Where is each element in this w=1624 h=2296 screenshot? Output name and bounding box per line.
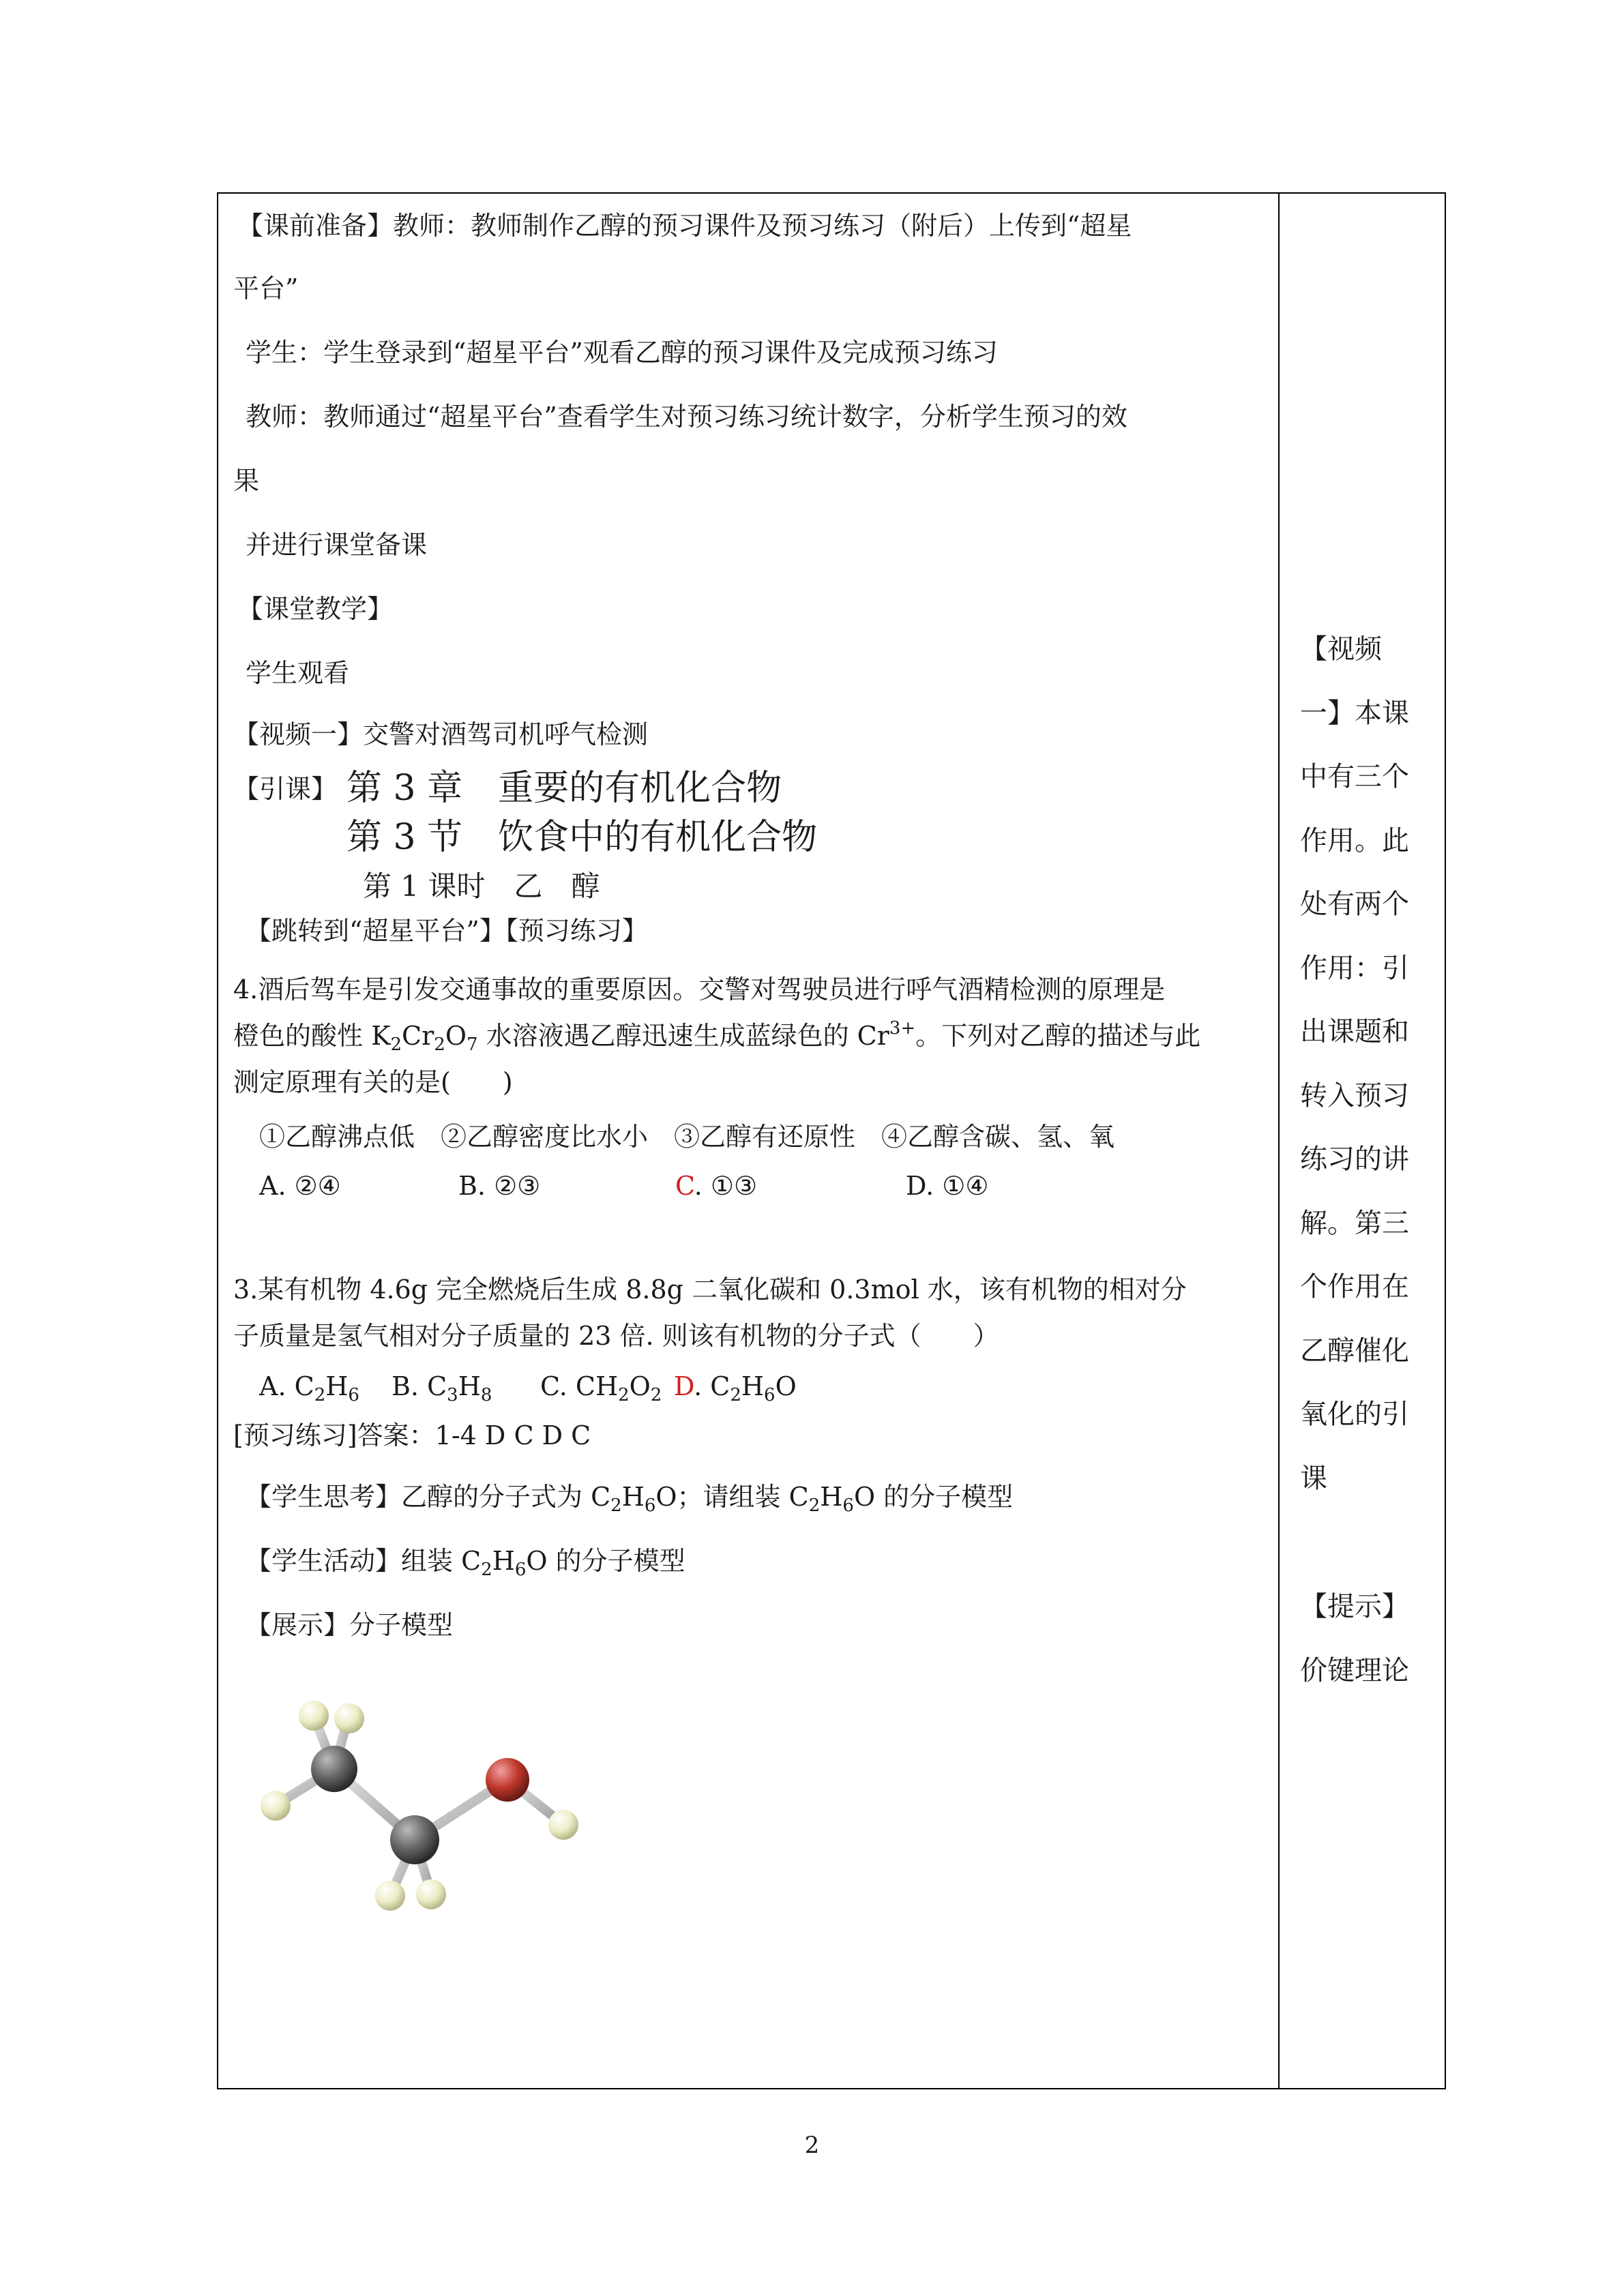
note-line: 练习的讲 bbox=[1300, 1144, 1409, 1175]
question-4-choice-d: D. ①④ bbox=[906, 1171, 989, 1201]
note-line: 作用：引 bbox=[1300, 952, 1409, 984]
notes-column bbox=[1280, 192, 1446, 2089]
note-line: 处有两个 bbox=[1300, 889, 1409, 920]
note-line: 氧化的引 bbox=[1300, 1399, 1409, 1430]
question-3-choice-b: B. $C_3H_8$ bbox=[392, 1371, 492, 1405]
jump-to-platform: 【跳转到“超星平台”】【预习练习】 bbox=[246, 916, 648, 946]
question-4-statements: ①乙醇沸点低 ②乙醇密度比水小 ③乙醇有还原性 ④乙醇含碳、氢、氧 bbox=[259, 1122, 1115, 1152]
note-line: 出课题和 bbox=[1300, 1016, 1409, 1047]
teacher-line-3: 并进行课堂备课 bbox=[246, 530, 428, 560]
question-4-choice-b: B. ②③ bbox=[458, 1171, 541, 1201]
ethanol-molecule-model bbox=[247, 1690, 670, 1963]
page-number: 2 bbox=[804, 2132, 820, 2159]
student-prep-line: 学生：学生登录到“超星平台”观看乙醇的预习课件及完成预习练习 bbox=[246, 338, 998, 368]
intro-tag: 【引课】 bbox=[233, 774, 338, 804]
main-column bbox=[217, 192, 1278, 2089]
note-line: 一】本课 bbox=[1300, 697, 1409, 729]
carbon-atom bbox=[311, 1746, 357, 1792]
question-4-line-3: 测定原理有关的是( ) bbox=[233, 1067, 513, 1097]
question-4-line-2: 橙色的酸性 $K_2Cr_2O_7$ 水溶液遇乙醇迅速生成蓝绿色的 $Cr^{3+}$。下列对乙醇的描述与此 bbox=[233, 1018, 1201, 1055]
hydrogen-atom bbox=[375, 1881, 405, 1911]
practice-answer-key: [预习练习]答案：1-4 D C D C bbox=[233, 1420, 591, 1450]
lesson-title: 第 1 课时 乙 醇 bbox=[363, 869, 600, 903]
hydrogen-atom bbox=[334, 1703, 364, 1733]
question-3-line-1: 3.某有机物 4.6g 完全燃烧后生成 8.8g 二氧化碳和 0.3mol 水，该有机物的相对分 bbox=[233, 1274, 1187, 1304]
note-line: 课 bbox=[1300, 1462, 1327, 1494]
note-line: 个作用在 bbox=[1300, 1271, 1409, 1302]
question-3-choice-a: A. $C_2H_6$ bbox=[259, 1371, 359, 1405]
question-4-answer-marker: C bbox=[675, 1171, 694, 1201]
section-title: 第 3 节 饮食中的有机化合物 bbox=[346, 817, 818, 858]
note-line: 解。第三 bbox=[1300, 1207, 1409, 1239]
teacher-line-1: 教师：教师通过“超星平台”查看学生对预习练习统计数字，分析学生预习的效 bbox=[246, 402, 1127, 432]
note-line: 转入预习 bbox=[1300, 1079, 1409, 1112]
teacher-line-2: 果 bbox=[233, 466, 260, 496]
student-watch-line: 学生观看 bbox=[246, 658, 350, 688]
hydrogen-atom bbox=[261, 1791, 291, 1821]
student-thinking: 【学生思考】乙醇的分子式为 $C_2H_6O$；请组装 $C_2H_6O$ 的分子模型 bbox=[246, 1482, 1014, 1516]
question-3-line-2: 子质量是氢气相对分子质量的 23 倍. 则该有机物的分子式（ ） bbox=[233, 1321, 999, 1351]
prep-line-1: 【课前准备】教师：教师制作乙醇的预习课件及预习练习（附后）上传到“超星 bbox=[237, 211, 1132, 241]
tip-title: 【提示】 bbox=[1300, 1591, 1409, 1622]
question-3-choice-c: C. $CH_2O_2$ bbox=[540, 1371, 662, 1405]
question-4-choice-a: A. ②④ bbox=[259, 1171, 341, 1201]
note-line: 乙醇催化 bbox=[1300, 1335, 1409, 1367]
prep-line-2: 平台” bbox=[233, 273, 299, 303]
student-activity: 【学生活动】组装 $C_2H_6O$ 的分子模型 bbox=[246, 1546, 685, 1580]
question-3-choice-d: D. $C_2H_6O$ bbox=[674, 1371, 797, 1405]
hydrogen-atom bbox=[299, 1701, 329, 1731]
video-one-line: 【视频一】交警对酒驾司机呼气检测 bbox=[233, 719, 649, 749]
lesson-plan-table bbox=[217, 192, 1446, 2089]
question-3-answer-marker: D bbox=[674, 1371, 694, 1401]
carbon-atom bbox=[390, 1815, 439, 1864]
hydrogen-atom bbox=[548, 1810, 578, 1840]
note-line: 【视频 bbox=[1300, 633, 1382, 665]
hydrogen-atom bbox=[416, 1879, 446, 1909]
note-line: 作用。此 bbox=[1300, 824, 1409, 856]
question-4-choice-c: C. ①③ bbox=[675, 1171, 758, 1201]
tip-text: 价键理论 bbox=[1300, 1655, 1409, 1686]
oxygen-atom bbox=[486, 1758, 529, 1802]
molecule-bonds bbox=[277, 1716, 562, 1893]
note-line: 中有三个 bbox=[1300, 761, 1409, 792]
display-model-label: 【展示】分子模型 bbox=[246, 1610, 454, 1640]
question-4-line-1: 4.酒后驾车是引发交通事故的重要原因。交警对驾驶员进行呼气酒精检测的原理是 bbox=[233, 974, 1166, 1004]
classroom-heading: 【课堂教学】 bbox=[237, 594, 394, 624]
chapter-title: 第 3 章 重要的有机化合物 bbox=[346, 768, 782, 809]
